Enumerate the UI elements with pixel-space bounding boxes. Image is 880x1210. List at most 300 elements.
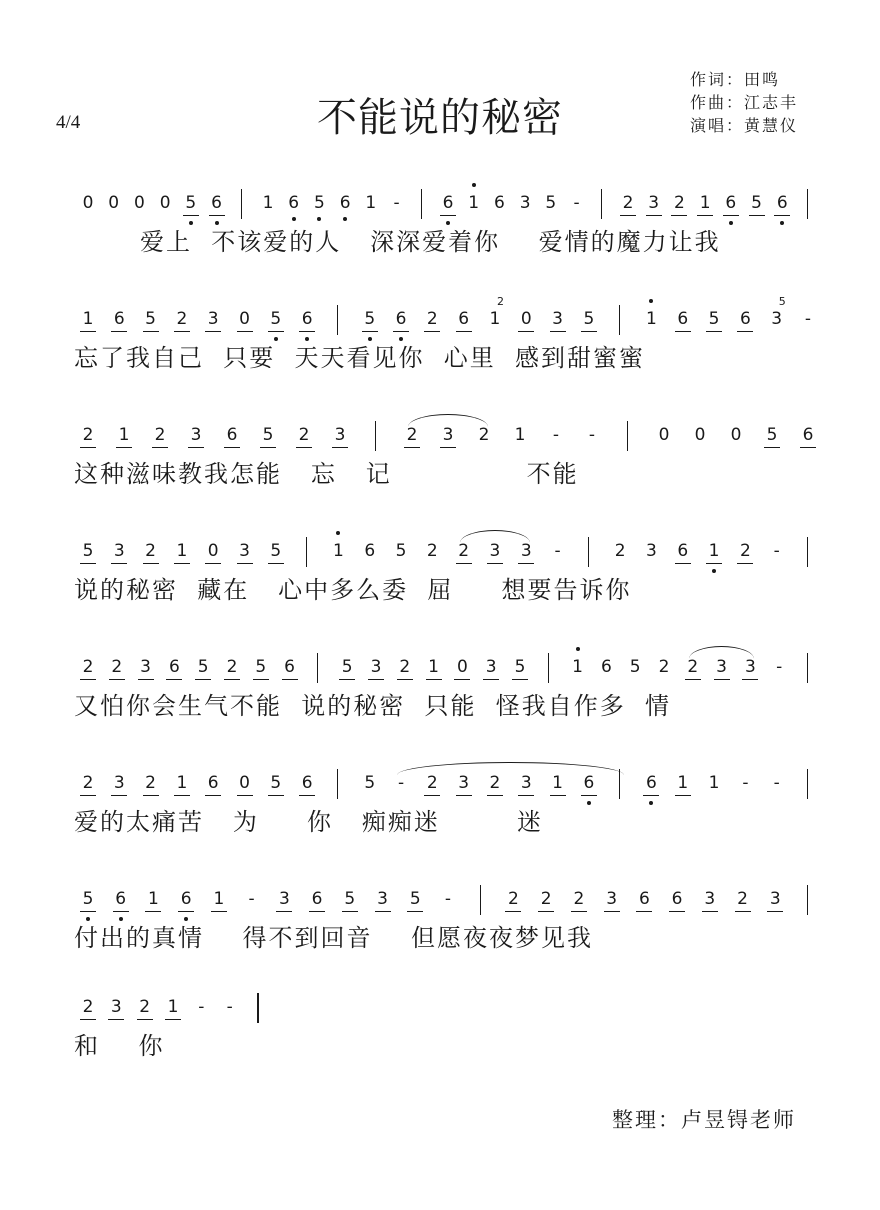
note-digit: 2 <box>111 657 123 677</box>
note-digit: 1 <box>468 193 480 213</box>
eighth-underline <box>571 911 587 912</box>
eighth-underline <box>211 911 227 912</box>
note-digit: 5 <box>270 773 282 793</box>
note-digit: 2 <box>226 657 238 677</box>
eighth-underline <box>518 795 534 796</box>
note <box>456 540 472 562</box>
eighth-underline <box>671 215 687 216</box>
note-digit: 5 <box>341 657 353 677</box>
note <box>276 888 292 910</box>
note <box>487 295 504 330</box>
note <box>174 772 190 794</box>
eighth-underline <box>749 215 765 216</box>
eighth-underline <box>646 215 662 216</box>
sustain-dash: - <box>226 997 233 1017</box>
note-digit: 2 <box>573 889 585 909</box>
note-digit: 6 <box>311 889 323 909</box>
note-digit: 5 <box>344 889 356 909</box>
eighth-underline <box>116 447 132 448</box>
note-digit: 6 <box>301 773 313 793</box>
note <box>296 424 312 446</box>
note <box>627 656 643 678</box>
note <box>393 540 409 562</box>
sustain-dash: - <box>773 541 780 561</box>
note <box>456 772 472 794</box>
note-digit: 5 <box>197 657 209 677</box>
sustain-dash: - <box>397 773 405 793</box>
rest-note <box>692 424 708 446</box>
note-digit: 3 <box>370 657 382 677</box>
note <box>675 540 691 562</box>
note-digit: 3 <box>648 193 660 213</box>
note-digit: 2 <box>154 425 166 445</box>
eighth-underline <box>205 563 221 564</box>
slur-mark <box>689 646 755 659</box>
note-digit: 1 <box>176 541 188 561</box>
note-digit: 5 <box>708 309 720 329</box>
eighth-underline <box>487 563 503 564</box>
note-digit: 6 <box>339 193 351 213</box>
note <box>205 772 221 794</box>
note <box>517 192 533 214</box>
eighth-underline <box>407 911 423 912</box>
note <box>80 996 96 1018</box>
note-digit: 1 <box>428 657 439 677</box>
note-digit: 1 <box>677 773 689 793</box>
note <box>407 888 423 910</box>
note <box>145 888 161 910</box>
note <box>268 308 284 330</box>
note-digit: 3 <box>442 425 454 445</box>
eighth-underline <box>505 911 521 912</box>
note-digit: 1 <box>148 889 159 909</box>
eighth-underline <box>268 331 284 332</box>
eighth-underline <box>174 795 190 796</box>
note <box>543 192 559 214</box>
barline <box>257 993 259 1023</box>
note-digit: 6 <box>395 309 407 329</box>
sustain-dash: - <box>393 193 400 213</box>
eighth-underline <box>550 331 566 332</box>
high-octave-dot <box>472 183 476 187</box>
note <box>205 308 221 330</box>
eighth-underline <box>332 447 348 448</box>
note <box>714 656 730 678</box>
lyric-line: 爱的太痛苦 为 你 痴痴迷 迷 <box>74 808 543 836</box>
note <box>209 192 225 214</box>
note-digit: 5 <box>409 889 421 909</box>
note <box>620 192 636 214</box>
eighth-underline <box>675 795 691 796</box>
rest-note <box>237 772 253 794</box>
eighth-underline <box>424 795 440 796</box>
low-octave-dot <box>292 217 296 221</box>
lyric-line: 说的秘密 藏在 心中多么委 屈 想要告诉你 <box>74 576 632 604</box>
lyric-line: 爱上 不该爱的人 深深爱着你 爱情的魔力让我 <box>140 228 721 256</box>
note-digit: 6 <box>284 657 295 677</box>
eighth-underline <box>209 215 225 216</box>
note-digit: 6 <box>180 889 192 909</box>
eighth-underline <box>80 1019 96 1020</box>
note-digit: 6 <box>113 309 125 329</box>
note <box>368 656 384 678</box>
note <box>397 656 413 678</box>
note-digit: 6 <box>288 193 300 213</box>
time-signature: 4/4 <box>56 112 81 133</box>
note-digit: 0 <box>239 773 250 793</box>
rest-note <box>518 308 534 330</box>
sustain-dash: - <box>554 541 561 561</box>
note <box>440 424 456 446</box>
note <box>702 888 718 910</box>
eighth-underline <box>774 215 790 216</box>
note <box>80 888 96 910</box>
eighth-underline <box>80 795 96 796</box>
slur-mark <box>397 762 624 775</box>
note <box>769 295 786 330</box>
note <box>211 888 227 910</box>
note-digit: 3 <box>646 541 657 561</box>
note <box>656 656 672 678</box>
sustain-dash: - <box>552 425 560 445</box>
note-digit: 1 <box>708 541 720 561</box>
eighth-underline <box>188 447 204 448</box>
eighth-underline <box>237 795 253 796</box>
note <box>426 656 442 678</box>
note <box>237 540 253 562</box>
sustain-dash: - <box>444 889 452 909</box>
note <box>108 996 124 1018</box>
note-digit: 0 <box>108 193 120 213</box>
note-digit: 3 <box>207 309 219 329</box>
barline <box>807 653 808 683</box>
note-digit: 5 <box>364 773 376 793</box>
note <box>224 656 240 678</box>
note-digit: 3 <box>704 889 716 909</box>
note-digit: 3 <box>377 889 388 909</box>
eighth-underline <box>685 679 701 680</box>
note-digit: 6 <box>802 425 814 445</box>
note-digit: 3 <box>485 657 497 677</box>
eighth-underline <box>224 447 240 448</box>
eighth-underline <box>669 911 685 912</box>
sustain-dash: - <box>573 193 580 213</box>
sustain-dash: - <box>198 997 205 1017</box>
barline <box>337 305 338 335</box>
eighth-underline <box>636 911 652 912</box>
note-digit: 2 <box>145 773 156 793</box>
low-octave-dot <box>587 801 591 805</box>
note-digit: 0 <box>520 309 532 329</box>
note-digit: 6 <box>638 889 650 909</box>
eighth-underline <box>296 447 312 448</box>
barline <box>588 537 589 567</box>
eighth-underline <box>518 331 534 332</box>
eighth-underline <box>195 679 211 680</box>
note <box>643 772 659 794</box>
note <box>424 308 440 330</box>
note <box>487 772 503 794</box>
eighth-underline <box>109 679 125 680</box>
note <box>512 424 528 446</box>
eighth-underline <box>456 563 472 564</box>
note-digit: 6 <box>725 193 737 213</box>
note <box>188 424 204 446</box>
grace-note: 2 <box>496 295 504 308</box>
note-digit: 2 <box>406 425 418 445</box>
barline <box>601 189 602 219</box>
low-octave-dot <box>780 221 784 225</box>
note <box>183 192 199 214</box>
eighth-underline <box>299 795 315 796</box>
note <box>309 888 325 910</box>
note-digit: 1 <box>552 773 563 793</box>
note-digit: 5 <box>262 425 274 445</box>
note <box>224 424 240 446</box>
eighth-underline <box>145 911 161 912</box>
note-digit: 5 <box>270 541 282 561</box>
note-digit: 1 <box>489 309 501 329</box>
note <box>253 656 269 678</box>
low-octave-dot <box>343 217 347 221</box>
note <box>505 888 521 910</box>
note-digit: 5 <box>145 309 156 329</box>
note <box>737 308 753 330</box>
note-digit: 1 <box>176 773 188 793</box>
high-octave-dot <box>336 531 340 535</box>
eighth-underline <box>702 911 718 912</box>
note <box>767 888 783 910</box>
eighth-underline <box>424 331 440 332</box>
eighth-underline <box>183 215 199 216</box>
sustain-dash: - <box>804 309 812 329</box>
eighth-underline <box>737 331 753 332</box>
eighth-underline <box>362 331 378 332</box>
note-digit: 3 <box>334 425 346 445</box>
note-digit: 0 <box>239 309 250 329</box>
note <box>166 656 182 678</box>
note-digit: 3 <box>606 889 618 909</box>
note <box>440 192 456 214</box>
note-digit: 3 <box>458 773 470 793</box>
note-digit: 2 <box>614 541 626 561</box>
eighth-underline <box>643 795 659 796</box>
note <box>598 656 614 678</box>
note-digit: 5 <box>766 425 778 445</box>
note-digit: 5 <box>629 657 641 677</box>
note <box>487 540 503 562</box>
eighth-underline <box>113 911 129 912</box>
eighth-underline <box>237 331 253 332</box>
note-digit: 0 <box>658 425 670 445</box>
note-digit: 1 <box>646 309 657 329</box>
note-digit: 0 <box>82 193 94 213</box>
note <box>138 656 154 678</box>
barline <box>375 421 376 451</box>
note-digit: 0 <box>134 193 145 213</box>
note-digit: 3 <box>520 541 532 561</box>
note <box>152 424 168 446</box>
eighth-underline <box>404 447 420 448</box>
eighth-underline <box>454 679 470 680</box>
note <box>424 772 440 794</box>
note <box>111 772 127 794</box>
note-digit: 5 <box>185 193 197 213</box>
note <box>749 192 765 214</box>
sustain-dash: - <box>776 657 783 677</box>
note-digit: 2 <box>508 889 519 909</box>
eighth-underline <box>675 563 691 564</box>
note-digit: 0 <box>694 425 706 445</box>
note-digit: 2 <box>399 657 411 677</box>
note <box>550 772 566 794</box>
eighth-underline <box>174 563 190 564</box>
eighth-underline <box>143 563 159 564</box>
note <box>456 308 472 330</box>
barline <box>627 421 628 451</box>
note-digit: 3 <box>552 309 563 329</box>
note-digit: 1 <box>167 997 179 1017</box>
note <box>671 192 687 214</box>
eighth-underline <box>276 911 292 912</box>
note-digit: 5 <box>514 657 526 677</box>
note-digit: 6 <box>776 193 788 213</box>
note-digit: 0 <box>159 193 171 213</box>
rest-note <box>106 192 122 214</box>
note-digit: 2 <box>426 773 438 793</box>
note <box>636 888 652 910</box>
eighth-underline <box>723 215 739 216</box>
note-digit: 2 <box>82 657 94 677</box>
note-digit: 5 <box>583 309 595 329</box>
note-digit: 6 <box>671 889 683 909</box>
note <box>80 424 96 446</box>
eighth-underline <box>108 1019 124 1020</box>
note <box>362 308 378 330</box>
barline <box>306 537 307 567</box>
eighth-underline <box>697 215 713 216</box>
note <box>581 308 597 330</box>
eighth-underline <box>440 447 456 448</box>
note <box>80 308 96 330</box>
eighth-underline <box>706 331 722 332</box>
note <box>363 192 379 214</box>
note-digit: 2 <box>540 889 552 909</box>
eighth-underline <box>80 447 96 448</box>
note-digit: 5 <box>270 309 282 329</box>
eighth-underline <box>714 679 730 680</box>
note <box>178 888 194 910</box>
note <box>137 996 153 1018</box>
low-octave-dot <box>712 569 716 573</box>
note <box>550 308 566 330</box>
eighth-underline <box>800 447 816 448</box>
note-digit: 3 <box>278 889 290 909</box>
note <box>299 308 315 330</box>
barline <box>421 189 422 219</box>
note-digit: 6 <box>600 657 612 677</box>
note-digit: 6 <box>677 309 689 329</box>
eighth-underline <box>111 795 127 796</box>
note <box>311 192 327 214</box>
eighth-underline <box>260 447 276 448</box>
eighth-underline <box>80 563 96 564</box>
eighth-underline <box>456 331 472 332</box>
note <box>404 424 420 446</box>
eighth-underline <box>152 447 168 448</box>
grace-note: 5 <box>778 295 786 308</box>
eighth-underline <box>224 679 240 680</box>
note <box>109 656 125 678</box>
note <box>646 192 662 214</box>
rest-note <box>131 192 147 214</box>
note <box>538 888 554 910</box>
rest-note <box>728 424 744 446</box>
eighth-underline <box>143 331 159 332</box>
barline <box>241 189 242 219</box>
singer-credit: 演唱：黄慧仪 <box>690 116 799 135</box>
eighth-underline <box>143 795 159 796</box>
eighth-underline <box>538 911 554 912</box>
rest-note <box>205 540 221 562</box>
note <box>375 888 391 910</box>
note <box>612 540 628 562</box>
eighth-underline <box>138 679 154 680</box>
eighth-underline <box>604 911 620 912</box>
barline <box>317 653 318 683</box>
note-digit: 6 <box>583 773 595 793</box>
rest-note <box>656 424 672 446</box>
note <box>260 192 276 214</box>
note-digit: 3 <box>113 541 125 561</box>
note-digit: 2 <box>176 309 188 329</box>
rest-note <box>454 656 470 678</box>
note <box>362 772 378 794</box>
note <box>570 656 586 678</box>
barline <box>807 537 808 567</box>
eighth-underline <box>675 331 691 332</box>
eighth-underline <box>581 331 597 332</box>
note <box>706 540 722 562</box>
low-octave-dot <box>317 217 321 221</box>
note-digit: 3 <box>519 193 531 213</box>
note-digit: 6 <box>207 773 219 793</box>
note <box>116 424 132 446</box>
note <box>643 308 659 330</box>
note-digit: 1 <box>514 425 526 445</box>
note-digit: 1 <box>213 889 225 909</box>
eighth-underline <box>440 215 456 216</box>
eighth-underline <box>282 679 298 680</box>
note-digit: 6 <box>211 193 222 213</box>
eighth-underline <box>737 563 753 564</box>
note-digit: 3 <box>520 773 532 793</box>
note-digit: 2 <box>622 193 634 213</box>
arranger-credit: 整理：卢昱锝老师 <box>612 1108 796 1132</box>
note <box>143 308 159 330</box>
note <box>195 656 211 678</box>
note-digit: 5 <box>545 193 557 213</box>
note <box>735 888 751 910</box>
note <box>111 308 127 330</box>
barline <box>480 885 481 915</box>
note-digit: 5 <box>255 657 267 677</box>
note <box>268 540 284 562</box>
note-digit: 2 <box>489 773 501 793</box>
note-digit: 1 <box>118 425 130 445</box>
eighth-underline <box>309 911 325 912</box>
note <box>260 424 276 446</box>
